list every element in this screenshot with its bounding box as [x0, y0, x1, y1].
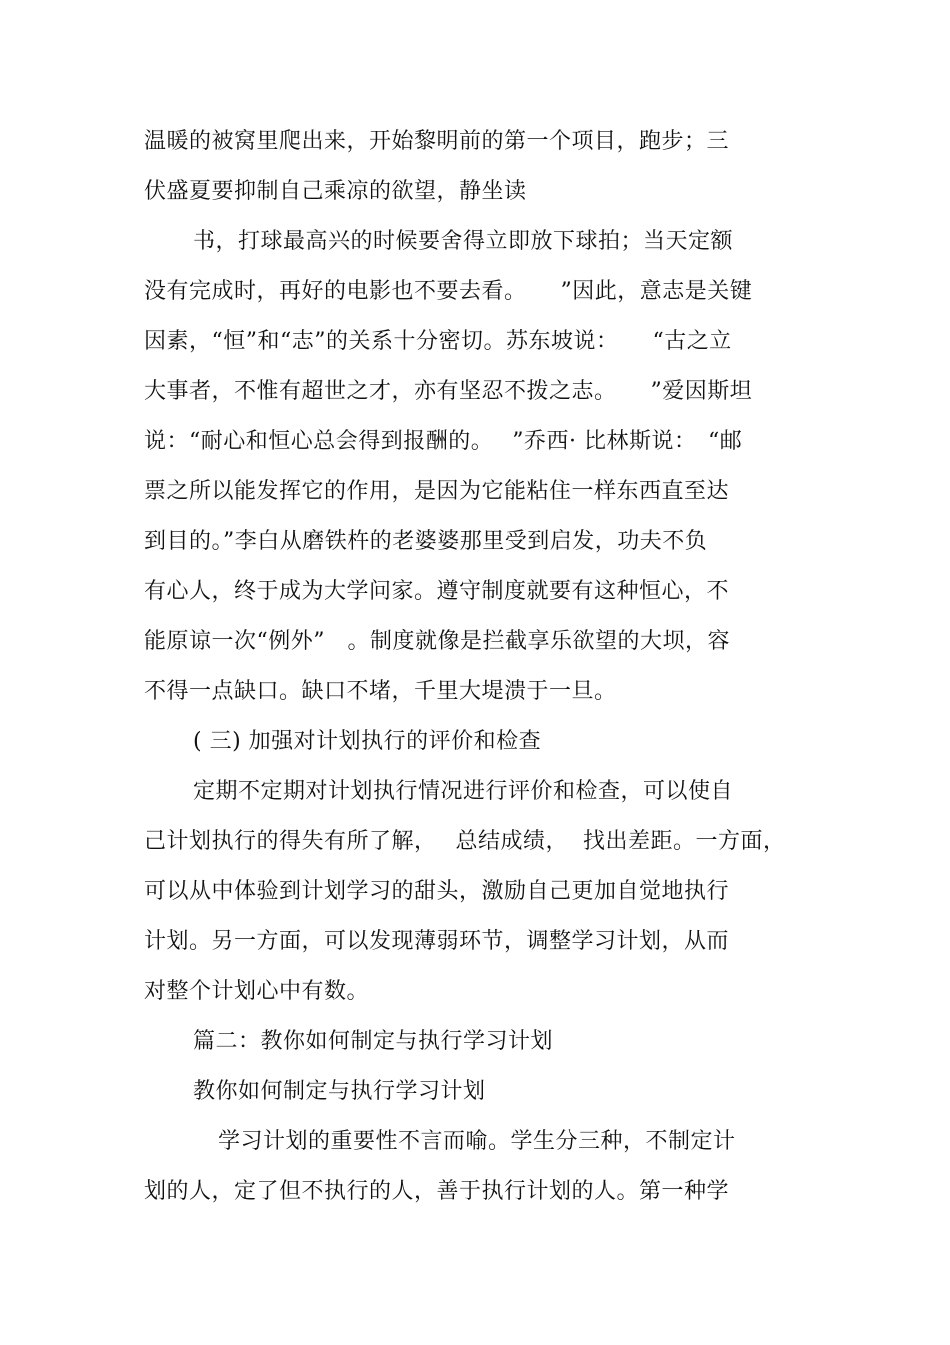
text-line: 大事者，不惟有超世之才，亦有坚忍不拨之志。 ”爱因斯坦	[144, 379, 753, 404]
text-line: 伏盛夏要抑制自己乘凉的欲望，静坐读	[144, 179, 527, 204]
text-line: 温暖的被窝里爬出来，开始黎明前的第一个项目，跑步；三	[144, 129, 730, 154]
chapter-heading: 篇二：教你如何制定与执行学习计划	[193, 1029, 554, 1054]
text-line: 不得一点缺口。缺口不堵，千里大堤溃于一旦。	[144, 679, 617, 704]
section-heading: ( 三) 加强对计划执行的评价和检查	[193, 729, 542, 754]
article-title: 教你如何制定与执行学习计划	[193, 1079, 486, 1104]
text-line: 票之所以能发挥它的作用，是因为它能粘住一样东西直至达	[144, 479, 730, 504]
text-line: 可以从中体验到计划学习的甜头，激励自己更加自觉地执行	[144, 879, 730, 904]
text-line: 到目的。”李白从磨铁杵的老婆婆那里受到启发，功夫不负	[144, 529, 708, 554]
text-line: 说：“耐心和恒心总会得到报酬的。 ”乔西· 比林斯说： “邮	[144, 429, 743, 454]
text-line: 定期不定期对计划执行情况进行评价和检查，可以使自	[193, 779, 734, 804]
text-line: 因素，“恒”和“志”的关系十分密切。苏东坡说： “古之立	[144, 329, 732, 354]
text-line: 书，打球最高兴的时候要舍得立即放下球拍；当天定额	[193, 229, 734, 254]
text-line: 没有完成时，再好的电影也不要去看。 ”因此，意志是关键	[144, 279, 753, 304]
text-line: 计划。另一方面，可以发现薄弱环节，调整学习计划，从而	[144, 929, 730, 954]
text-line: 己计划执行的得失有所了解， 总结成绩， 找出差距。一方面，	[144, 829, 786, 854]
text-line: 学习计划的重要性不言而喻。学生分三种，不制定计	[218, 1129, 736, 1154]
text-line: 有心人，终于成为大学问家。遵守制度就要有这种恒心，不	[144, 579, 730, 604]
text-line: 能原谅一次“例外” 。制度就像是拦截享乐欲望的大坝，容	[144, 629, 730, 654]
text-line: 划的人，定了但不执行的人，善于执行计划的人。第一种学	[144, 1179, 730, 1204]
text-line: 对整个计划心中有数。	[144, 979, 370, 1004]
